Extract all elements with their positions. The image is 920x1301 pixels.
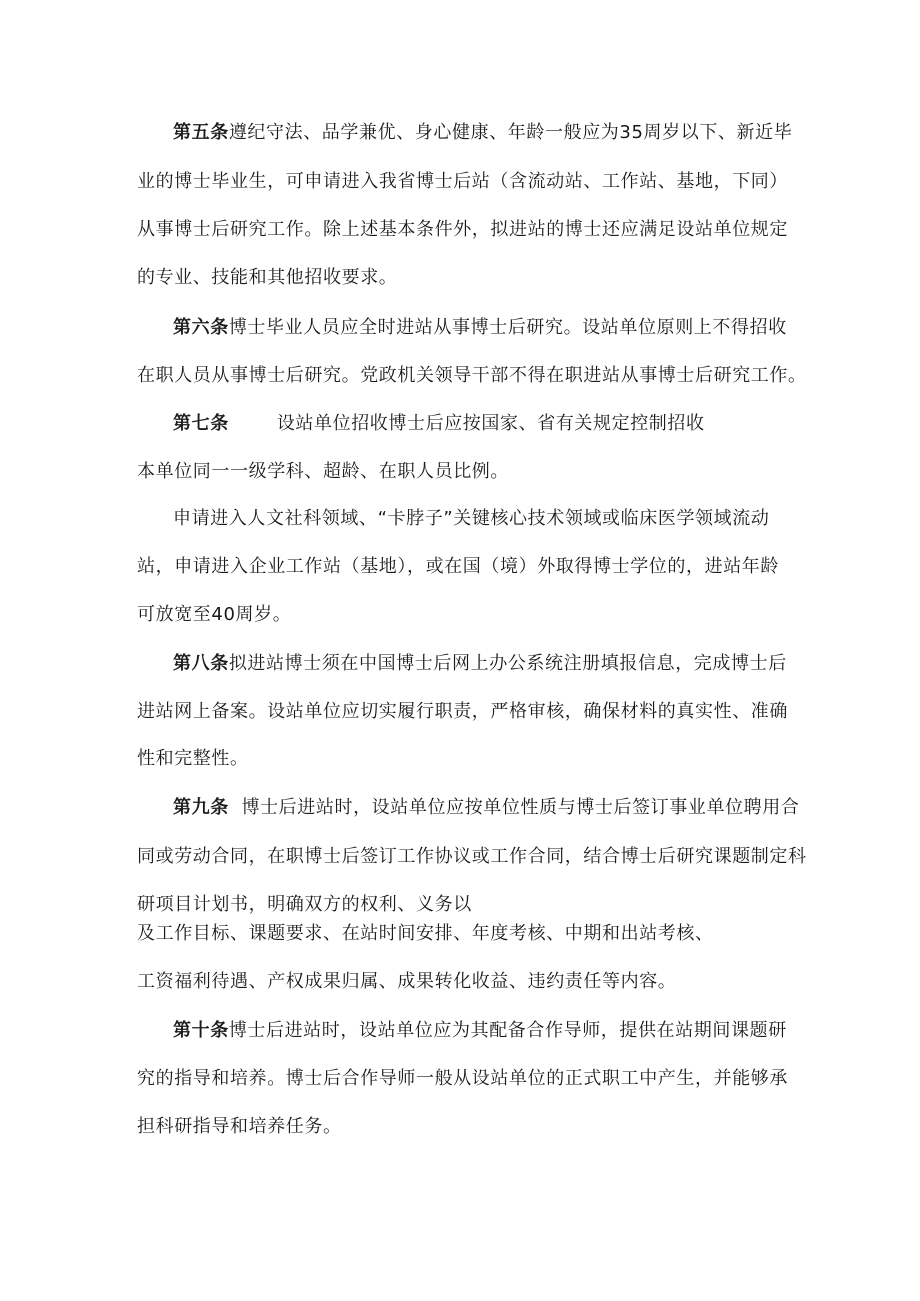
article-6-label: 第六条 bbox=[173, 317, 229, 338]
article-7-line-2: 本单位同一一级学科、超龄、在职人员比例。 bbox=[137, 461, 509, 482]
article-7-para2-line-2: 站，申请进入企业工作站（基地），或在国（境）外取得博士学位的，进站年龄 bbox=[137, 556, 779, 577]
article-6-line-1: 第六条博士毕业人员应全时进站从事博士后研究。设站单位原则上不得招收 bbox=[173, 317, 787, 338]
article-8-line-3: 性和完整性。 bbox=[137, 748, 249, 769]
article-6-line-2: 在职人员从事博士后研究。党政机关领导干部不得在职进站从事博士后研究工作。 bbox=[137, 365, 807, 386]
article-5-line-2: 业的博士毕业生，可申请进入我省博士后站（含流动站、工作站、基地，下同） bbox=[137, 171, 788, 192]
article-9-line-1: 第九条 博士后进站时，设站单位应按单位性质与博士后签订事业单位聘用合 bbox=[173, 797, 800, 818]
article-8-line-1: 第八条拟进站博士须在中国博士后网上办公系统注册填报信息，完成博士后 bbox=[173, 653, 787, 674]
article-9-line-3: 研项目计划书，明确双方的权利、义务以 bbox=[137, 894, 472, 915]
article-9-label: 第九条 bbox=[173, 797, 229, 818]
article-8-label: 第八条 bbox=[173, 653, 229, 674]
article-5-label: 第五条 bbox=[173, 122, 229, 143]
article-7-label: 第七条 bbox=[173, 413, 229, 434]
article-5-line-1: 第五条遵纪守法、品学兼优、身心健康、年龄一般应为35周岁以下、新近毕 bbox=[173, 122, 793, 143]
article-7-para2-line-3: 可放宽至40周岁。 bbox=[137, 604, 292, 625]
article-9-line-5: 工资福利待遇、产权成果归属、成果转化收益、违约责任等内容。 bbox=[137, 971, 677, 992]
article-10-line-2: 究的指导和培养。博士后合作导师一般从设站单位的正式职工中产生，并能够承 bbox=[137, 1068, 788, 1089]
article-10-line-1: 第十条博士后进站时，设站单位应为其配备合作导师，提供在站期间课题研 bbox=[173, 1020, 787, 1041]
article-7-line-1: 第七条 设站单位招收博士后应按国家、省有关规定控制招收 bbox=[173, 413, 705, 434]
article-8-line-2: 进站网上备案。设站单位应切实履行职责，严格审核，确保材料的真实性、准确 bbox=[137, 701, 788, 722]
article-10-label: 第十条 bbox=[173, 1020, 229, 1041]
article-5-line-3: 从事博士后研究工作。除上述基本条件外，拟进站的博士还应满足设站单位规定 bbox=[137, 219, 788, 240]
article-5-line-4: 的专业、技能和其他招收要求。 bbox=[137, 267, 398, 288]
article-10-line-3: 担科研指导和培养任务。 bbox=[137, 1116, 342, 1137]
article-9-line-4: 及工作目标、课题要求、在站时间安排、年度考核、中期和出站考核、 bbox=[137, 923, 714, 944]
article-7-para2-line-1: 申请进入人文社科领域、“卡脖子”关键核心技术领域或临床医学领域流动 bbox=[173, 508, 770, 529]
article-9-line-2: 同或劳动合同，在职博士后签订工作协议或工作合同，结合博士后研究课题制定科 bbox=[137, 846, 807, 867]
